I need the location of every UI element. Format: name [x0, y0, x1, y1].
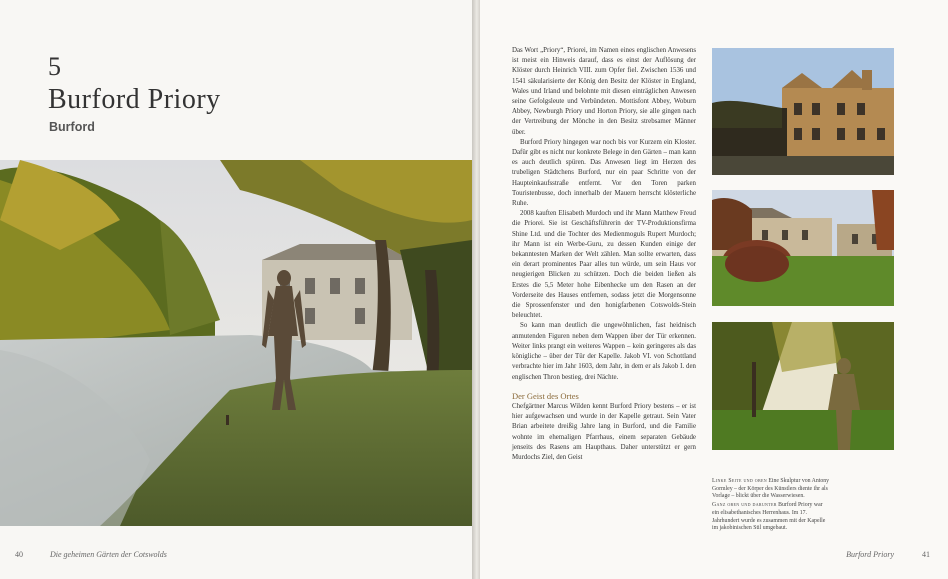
caption-item [712, 478, 830, 501]
body-paragraph: Burford Priory hingegen war noch bis vor Kurzem ein Kloster. Dafür gibt es nicht nur konkrete Belege in den Gärten – man kann es auch deutlich spüren. Das Anwesen liegt im Herzen des trubeligen Städtchens Burford, nur ein paar Schritte von der Haupteinkaufsstraße entfernt. Vor den Toren parken Touristenbusse, doch innerhalb der Mauern herrscht klösterliche Ruhe. [512, 138, 696, 208]
statue-photo [712, 322, 894, 450]
left-page [0, 0, 472, 579]
caption-label: Linke Seite und oben [712, 478, 767, 484]
caption-text: Burford Priory war ein elisabethanisches Herrenhaus. Im 17. Jahrhundert wurde es zusammen mit der Kapelle im jakobinischen Stil umgebaut. [712, 502, 826, 532]
caption-label: Ganz oben und darunter [712, 502, 777, 509]
chapter-title: Burford Priory [48, 84, 221, 115]
body-paragraph: 2008 kauften Elisabeth Murdoch und ihr Mann Matthew Freud die Priorei. Sie ist Geschäftsführerin der TV-Produktionsfirma Shine Ltd. und die Tochter des Medienmoguls Rupert Murdoch; ihr Mann ist ein Werbe-Guru, zu dessen Kunden einige der bekanntesten Marken der Welt zählen. Man sollte erwarten, dass ein derart prominentes Paar alles tun würde, um sein Haus vor neugierigen Blicken zu schützen. Doch die beiden ließen als Erstes die 5,5 Meter hohe Eibenhecke um den Rasen an der Vorderseite des Hauses entfernen, sodass jetzt die Morgensonne die Sprossenfenster und den honigfarbenen Cotswolds-Stein beleuchtet. [512, 210, 696, 320]
chapter-subtitle: Burford [49, 120, 95, 134]
body-text-column [512, 46, 696, 463]
book-gutter [472, 0, 480, 579]
caption-item [712, 502, 830, 533]
priory-house-photo [712, 48, 894, 175]
caption-text: Eine Skulptur von Antony Gormley – der Körper des Künstlers diente ihr als Vorlage – blickt über die Wasserwiesen. [712, 478, 830, 500]
body-paragraph: Chefgärtner Marcus Wilden kennt Burford Priory bestens – er ist hier aufgewachsen und wurde in der Kapelle getraut. Sein Vater Brian arbeitete dreißig Jahre lang in Burford, und die Familie wohnte im ehemaligen Pfarrhaus, einem separaten Gebäude jenseits des Rasens am Haupthaus. Daher unterstützt er gern Murdochs Ziel, den Geist [512, 402, 696, 461]
garden-statue-photo [0, 160, 472, 526]
photo-captions [712, 478, 830, 534]
running-title-right: Burford Priory [846, 550, 894, 559]
section-heading: Der Geist des Ortes [512, 390, 579, 401]
body-paragraph: Das Wort „Priory“, Priorei, im Namen eines englischen Anwesens ist meist ein Hinweis darauf, dass es einst der Auflösung der Klöster durch Heinrich VIII. zum Opfer fiel. Zwischen 1536 und 1541 säkularisierte der König den Besitz der Klöster in England, Wales und Irland und belohnte mit diesen einträglichen Anwesen seine Gefolgsleute und Verbündeten. Mottisfont Abbey, Woburn Abbey, Newburgh Priory und Horton Priory, sie alle gingen nach der Vertreibung der Mönche in den Besitz strebsamer Männer über. [512, 47, 696, 136]
page-number-right: 41 [922, 550, 930, 559]
priory-lawn-photo [712, 190, 894, 306]
body-paragraph: So kann man deutlich die ungewöhnlichen, fast heidnisch anmutenden Figuren neben dem Wappen über der Tür erkennen. Weiter links prangt ein weiteres Wappen – kein geringeres als das königliche – über der Tür der Kapelle. Jakob VI. von Schottland verbrachte hier im Jahr 1603, dem Jahr, in dem er als Jakob I. den englischen Thron bestieg, drei Nächte. [512, 322, 696, 381]
running-title-left: Die geheimen Gärten der Cotswolds [50, 550, 167, 559]
chapter-number: 5 [48, 52, 62, 81]
right-page [480, 0, 948, 579]
page-number-left: 40 [15, 550, 23, 559]
